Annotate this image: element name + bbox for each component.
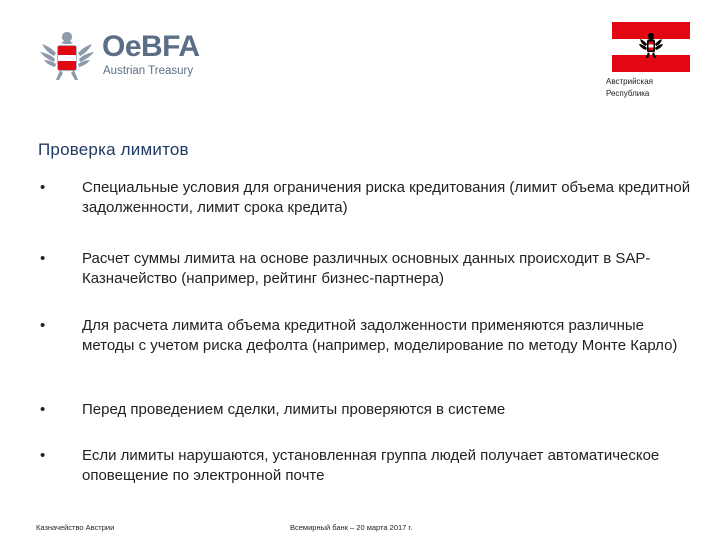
logo-subtitle: Austrian Treasury <box>103 65 194 77</box>
austria-flag-icon <box>612 22 690 72</box>
bullet-text: Если лимиты нарушаются, установленная группа людей получает автоматическое оповещение по электронной почте <box>82 447 660 484</box>
bullet-marker: • <box>40 250 46 267</box>
bullet-text: Перед проведением сделки, лимиты проверяются в системе <box>82 401 506 418</box>
bullet-marker: • <box>40 401 46 418</box>
footer-organization: Казначейство Австрии <box>36 523 115 532</box>
bullet-text: Специальные условия для ограничения риска кредитования (лимит объема кредитной задолженности, лимит срока кредита) <box>82 179 691 216</box>
country-label-line1: Австрийская <box>606 77 654 86</box>
bullet-marker: • <box>40 179 46 196</box>
oebfa-logo <box>38 26 238 86</box>
eagle-icon <box>38 26 96 84</box>
slide-title: Проверка лимитов <box>38 140 189 159</box>
bullet-text: Расчет суммы лимита на основе различных основных данных происходит в SAP-Казначейство (например, рейтинг бизнес-партнера) <box>82 250 651 287</box>
country-label <box>606 76 696 100</box>
bullet-marker: • <box>40 447 46 464</box>
country-label-line2: Республика <box>606 89 650 98</box>
logo-name: OeBFA <box>102 30 200 63</box>
bullet-marker: • <box>40 317 46 334</box>
bullet-text: Для расчета лимита объема кредитной задолженности применяются различные методы с учетом риска дефолта (например, моделирование по методу Монте Карло) <box>82 317 678 354</box>
footer-event-date: Всемирный банк – 20 марта 2017 г. <box>290 523 413 532</box>
